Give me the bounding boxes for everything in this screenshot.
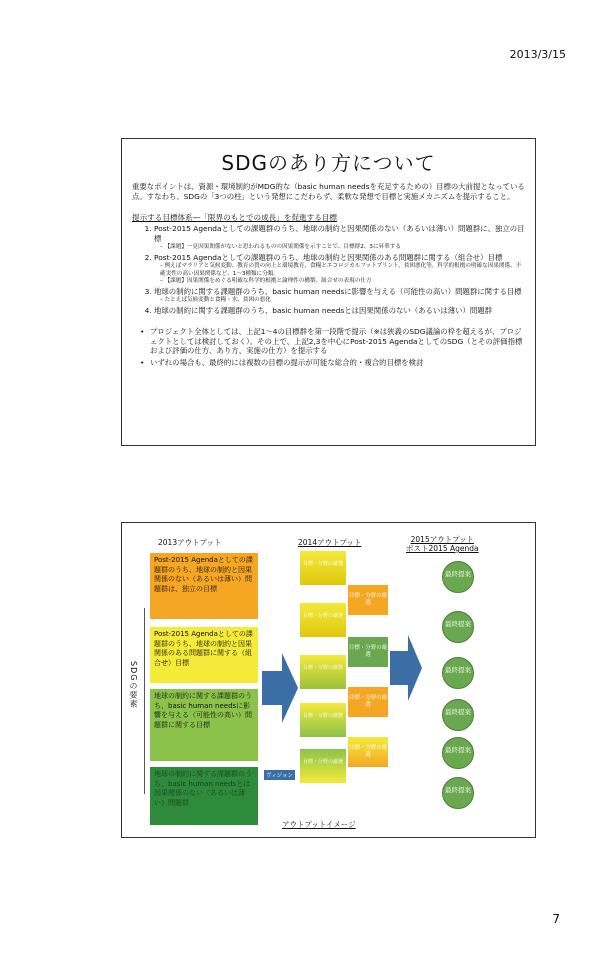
final-proposal-circle: 最終提案 — [442, 657, 474, 689]
slide-output-image — [121, 522, 536, 838]
summary-bullet: • プロジェクト全体としては、上記1～4の目標群を第一段階で提示（※は狭義のSDG議論の枠を超えるが、プロジェクトとしては検討しておく）。その上で、上記2,3を中心にPost-2015 AgendaとしてのSDG（とその評価指標および評価の仕方、あり方、実施の仕方）を提示する — [140, 327, 525, 356]
goal-selection-box: 目標・分野の厳選 — [348, 585, 388, 615]
goal-subitems — [154, 297, 525, 305]
final-proposal-circle: 最終提案 — [442, 777, 474, 809]
goal-list — [132, 224, 525, 315]
goal-item-text: 地球の制約に関する課題群のうち、basic human needsに影響を与える（可能性の高い）問題群に関する目標 — [154, 286, 522, 296]
column-heading-2013: 2013アウトプット — [158, 538, 222, 547]
summary-bullet: • いずれの場合も、最終的には複数の目標の提示が可能な総合的・複合的目標を検討 — [140, 358, 525, 368]
element-box: Post-2015 Agendaとしての課題群のうち、地球の制約と因果関係のある問題群に関する（組合せ）目標 — [150, 627, 258, 683]
sdg-elements-label: SDGの要素 — [129, 661, 138, 709]
goal-selection-box: 目標・分野の厳選 — [300, 749, 346, 783]
goal-subitem: – たとえば気候変動と食糧・水、貧困の悪化 — [160, 297, 525, 305]
goal-selection-box: 目標・分野の厳選 — [348, 737, 388, 767]
vision-label: ヴィジョン — [264, 770, 295, 780]
goal-selection-box: 目標・分野の厳選 — [348, 687, 388, 717]
final-proposal-circle: 最終提案 — [442, 737, 474, 769]
output-image-caption: アウトプットイメージ — [282, 820, 356, 829]
final-proposal-circle: 最終提案 — [442, 611, 474, 643]
goal-subitems — [154, 244, 525, 252]
element-box: 地球の制約に関する課題群のうち、basic human needsとは因果関係のない（あるいは薄い）問題群 — [150, 767, 258, 825]
goal-item — [154, 253, 525, 286]
goal-selection-box: 目標・分野の厳選 — [300, 655, 346, 689]
bracket-line — [144, 608, 145, 794]
intro-text: 重要なポイントは、資源・環境制約がMDG的な（basic human needsを充足するための）目標の大前提となっている点。すなわち、SDGの「3つの柱」という発想にこだわらず、柔軟な発想で目標と実施メカニズムを提示すること。 — [132, 182, 525, 201]
summary-bullets — [132, 327, 525, 367]
goal-selection-box: 目標・分野の厳選 — [300, 603, 346, 637]
right-arrow-icon — [262, 653, 298, 723]
goal-item — [154, 287, 525, 305]
goal-subitem: – 【課題】一見因果関係がないと思われるものの因果関係を示すことで、目標群2、3に昇華する — [160, 244, 525, 252]
slide-sdg-principles — [121, 138, 536, 446]
column-heading-2015-line1: 2015アウトプット — [410, 535, 474, 544]
goal-subitem: – 【課題】因果関係をめぐる明確な科学的根拠と論理性の構築、組合せの表現の仕方 — [160, 278, 525, 286]
slide-title: SDGのあり方について — [221, 151, 436, 175]
final-proposal-circle: 最終提案 — [442, 699, 474, 731]
goal-item-text: Post-2015 Agendaとしての課題群のうち、地球の制約と因果関係のない（あるいは薄い）問題群に、独立の目標 — [154, 224, 525, 243]
final-proposal-circle: 最終提案 — [442, 561, 474, 593]
goal-subitem: – 例えばマラリアと気候変動、教育の質の向上と環境教育、食糧とエコロジカルフットプリント、貧困悪化等。科学的根拠の明確な因果関係、不確実性の高い因果関係など、1～3種類に分類。 — [160, 263, 525, 278]
column-heading-2015 — [406, 535, 479, 553]
goal-selection-box: 目標・分野の厳選 — [348, 637, 388, 667]
goal-selection-box: 目標・分野の厳選 — [300, 551, 346, 585]
right-arrow-icon — [390, 635, 422, 701]
goal-item — [154, 306, 525, 316]
goal-item-text: 地球の制約に関する課題群のうち、basic human needsとは因果関係のない（あるいは薄い）問題群 — [154, 305, 493, 315]
goal-item-text: Post-2015 Agendaとしての課題群のうち、地球の制約と因果関係のある問題群に関する（組合せ）目標 — [154, 252, 503, 262]
column-heading-2014: 2014アウトプット — [298, 538, 362, 547]
nexus-label-line2: 総合 — [398, 754, 409, 760]
nexus-label — [394, 747, 414, 761]
goal-selection-box: 目標・分野の厳選 — [300, 703, 346, 737]
page-date: 2013/3/15 — [509, 48, 566, 61]
section-heading: 提示する目標体系―「限界のもとでの成長」を促進する目標 — [132, 213, 338, 222]
column-heading-2015-line2: ポスト2015 Agenda — [406, 544, 479, 553]
element-box: Post-2015 Agendaとしての課題群のうち、地球の制約と因果関係のない（あるいは薄い）問題群は、独立の目標 — [150, 553, 258, 619]
goal-subitems — [154, 263, 525, 286]
nexus-label-line1: ネクサス — [394, 747, 414, 753]
element-box: 地球の制約に関する課題群のうち、basic human needsに影響を与える（可能性の高い）問題群に関する目標 — [150, 689, 258, 761]
goal-item — [154, 224, 525, 252]
page-number: 7 — [552, 912, 560, 926]
